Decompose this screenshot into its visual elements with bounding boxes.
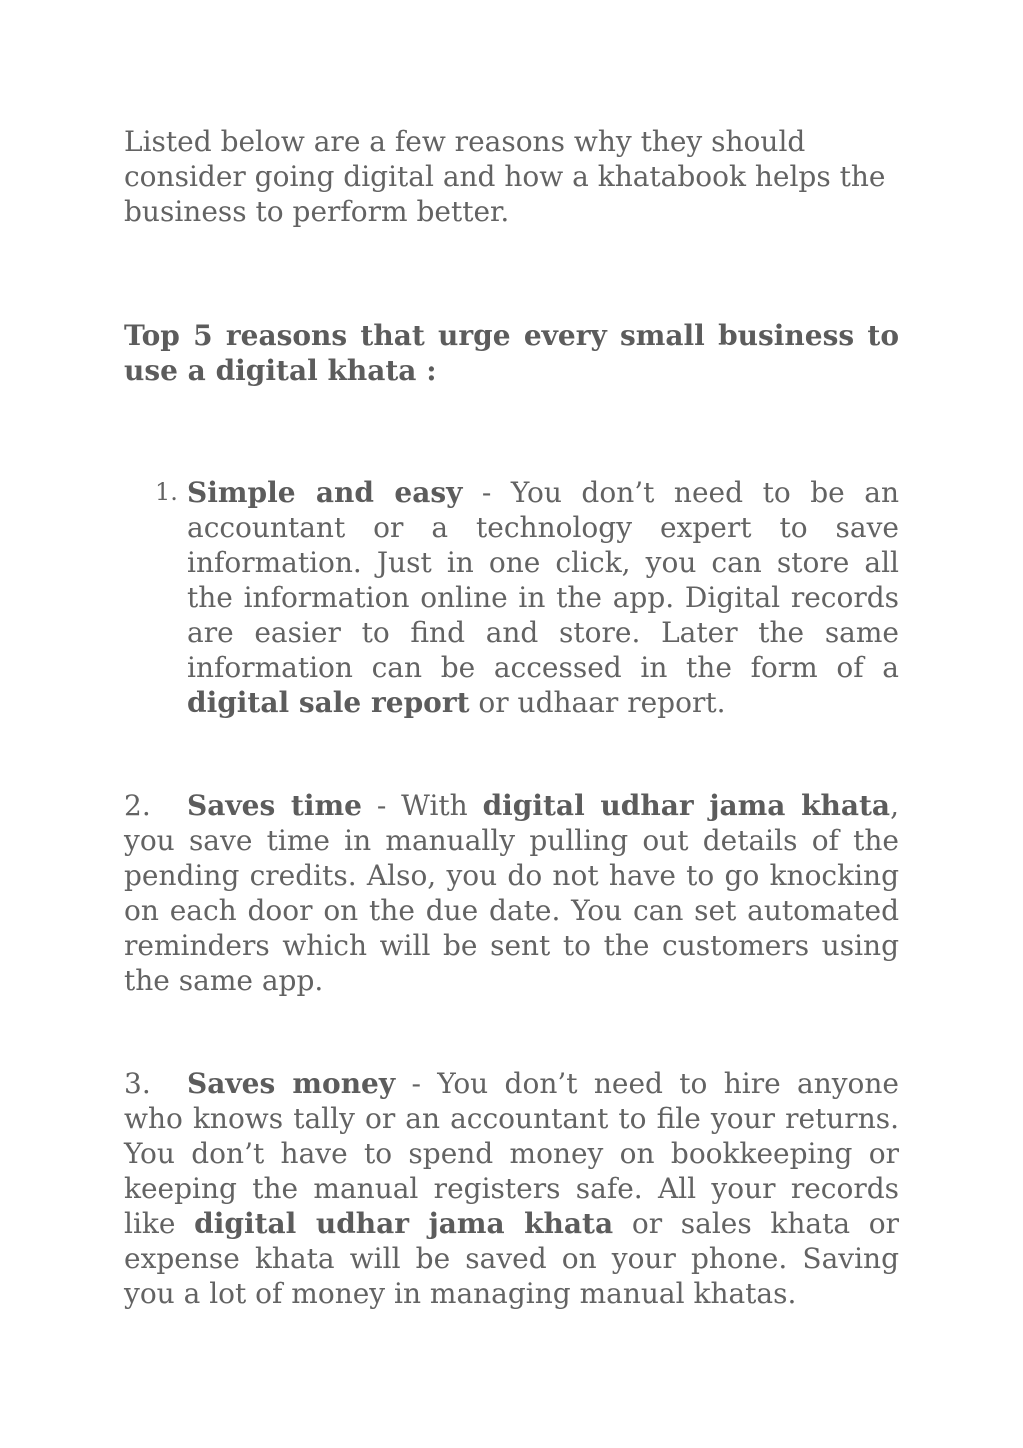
reason-number: 2. (124, 789, 151, 822)
reason-text: - You don’t need to be an accountant or a technology expert to save information. Just in one click, you can store all the information online in the app. Digital records are easier to find and store. Later the same information can be accessed in the form of a (187, 476, 899, 684)
reason-title: Saves money (187, 1067, 396, 1100)
reason-item-1 (124, 475, 899, 720)
reason-item-2 (124, 788, 899, 998)
reason-text: , you save time in manually pulling out details of the pending credits. Also, you do not have to go knocking on each door on the due date. You can set automated reminders which will be sent to the customers using the same app. (124, 789, 899, 997)
reason-number: 3. (124, 1067, 151, 1100)
document-page (124, 124, 899, 1311)
reason-text: - With (361, 789, 483, 822)
reason-number: 1. (155, 478, 178, 506)
reason-text: - You don’t need to hire anyone who knows tally or an accountant to file your returns. You don’t have to spend money on bookkeeping or keeping the manual registers safe. All your records like (124, 1067, 900, 1240)
reason-bold-term: digital udhar jama khata (482, 789, 891, 822)
reason-title: Simple and easy (187, 476, 463, 509)
section-heading: Top 5 reasons that urge every small business to use a digital khata : (124, 319, 899, 387)
reason-bold-term: digital udhar jama khata (194, 1207, 614, 1240)
reason-item-3 (124, 1066, 899, 1311)
reason-text: or udhaar report. (469, 686, 726, 719)
intro-paragraph: Listed below are a few reasons why they should consider going digital and how a khatabook helps the business to perform better. (124, 125, 886, 228)
reason-title: Saves time (187, 789, 362, 822)
reason-text: or sales khata or expense khata will be saved on your phone. Saving you a lot of money in managing manual khatas. (124, 1207, 900, 1310)
reason-bold-term: digital sale report (187, 686, 470, 719)
